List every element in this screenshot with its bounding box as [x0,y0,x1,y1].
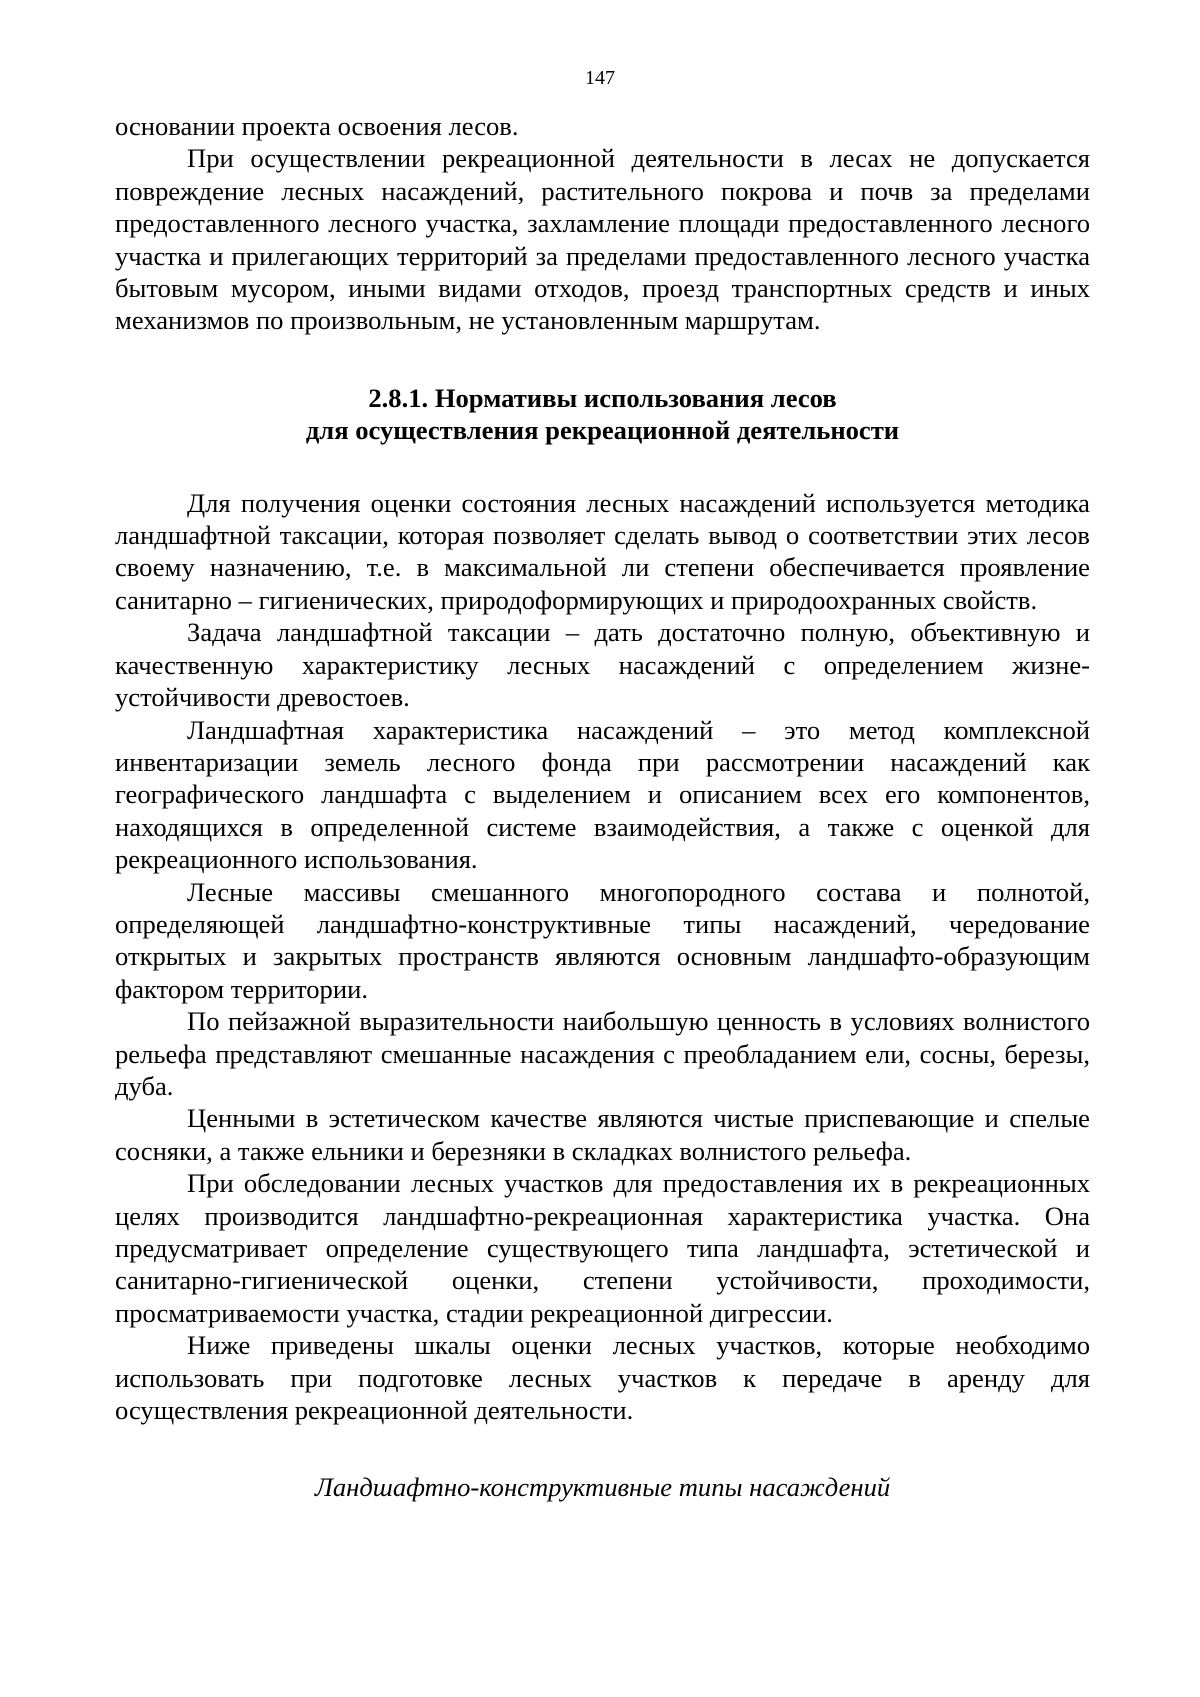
section-title-line-1: 2.8.1. Нормативы использования лесов [368,382,837,413]
body-paragraph: Ниже приведены шкалы оценки лесных участков, которые необходимо использовать при подготовке лесных участков к передаче в аренду для осуществления рекреационной деятельности. [115,1330,1090,1426]
body-paragraph: Для получения оценки состояния лесных насаждений используется методика ландшафтной таксации, которая позволяет сделать вывод о соответствии этих лесов своему назначению, т.е. в максимальной ли степени обеспечивается проявление санитарно – гигиенических, природоформирующих и природоохранных свойств. [115,487,1090,615]
table-caption: Ландшафтно-конструктивные типы насаждений [314,1472,891,1503]
section-heading [115,382,1090,447]
page-body [115,110,1090,1504]
body-paragraph: Ценными в эстетическом качестве являются чистые приспевающие и спелые сосняки, а также ельники и березняки в складках волнистого рельефа. [115,1103,1090,1166]
body-paragraph: Ландшафтная характеристика насаждений – это метод комплексной инвентаризации земель лесного фонда при рассмотрении насаждений как географического ландшафта с выделением и описанием всех его компонентов, находящихся в определенной системе взаимодействия, а также с оценкой для рекреационного использования. [115,714,1090,875]
intro-paragraph: При осуществлении рекреационной деятельности в лесах не допускается повреждение лесных насаждений, растительного покрова и почв за пределами предоставленного лесного участка, захламление площади предоставленного лесного участка и прилегающих территорий за пределами предоставленного лесного участка бытовым мусором, иными видами отходов, проезд транспортных средств и иных механизмов по произвольным, не установленным маршрутам. [115,143,1090,336]
body-paragraph: Лесные массивы смешанного многопородного состава и полнотой, определяющей ландшафтно-конструктивные типы насаждений, чередование открытых и закрытых пространств являются основным ландшафто-образующим фактором территории. [115,876,1090,1004]
body-paragraph: По пейзажной выразительности наибольшую ценность в условиях волнистого рельефа представляют смешанные насаждения с преобладанием ели, сосны, березы, дуба. [115,1006,1090,1101]
body-paragraph: При обследовании лесных участков для предоставления их в рекреационных целях производится ландшафтно-рекреационная характеристика участка. Она предусматривает определение существующего типа ландшафта, эстетической и санитарно-гигиенической оценки, степени устойчивости, проходимости, просматриваемости участка, стадии рекреационной дигрессии. [115,1168,1090,1328]
section-title-line-2: для осуществления рекреационной деятельности [305,415,900,446]
page-number: 147 [585,67,615,89]
continuation-line: основании проекта освоения лесов. [115,111,519,141]
body-paragraph: Задача ландшафтной таксации – дать достаточно полную, объективную и качественную характеристику лесных насаждений с определением жизне-устойчивости древостоев. [115,617,1090,713]
